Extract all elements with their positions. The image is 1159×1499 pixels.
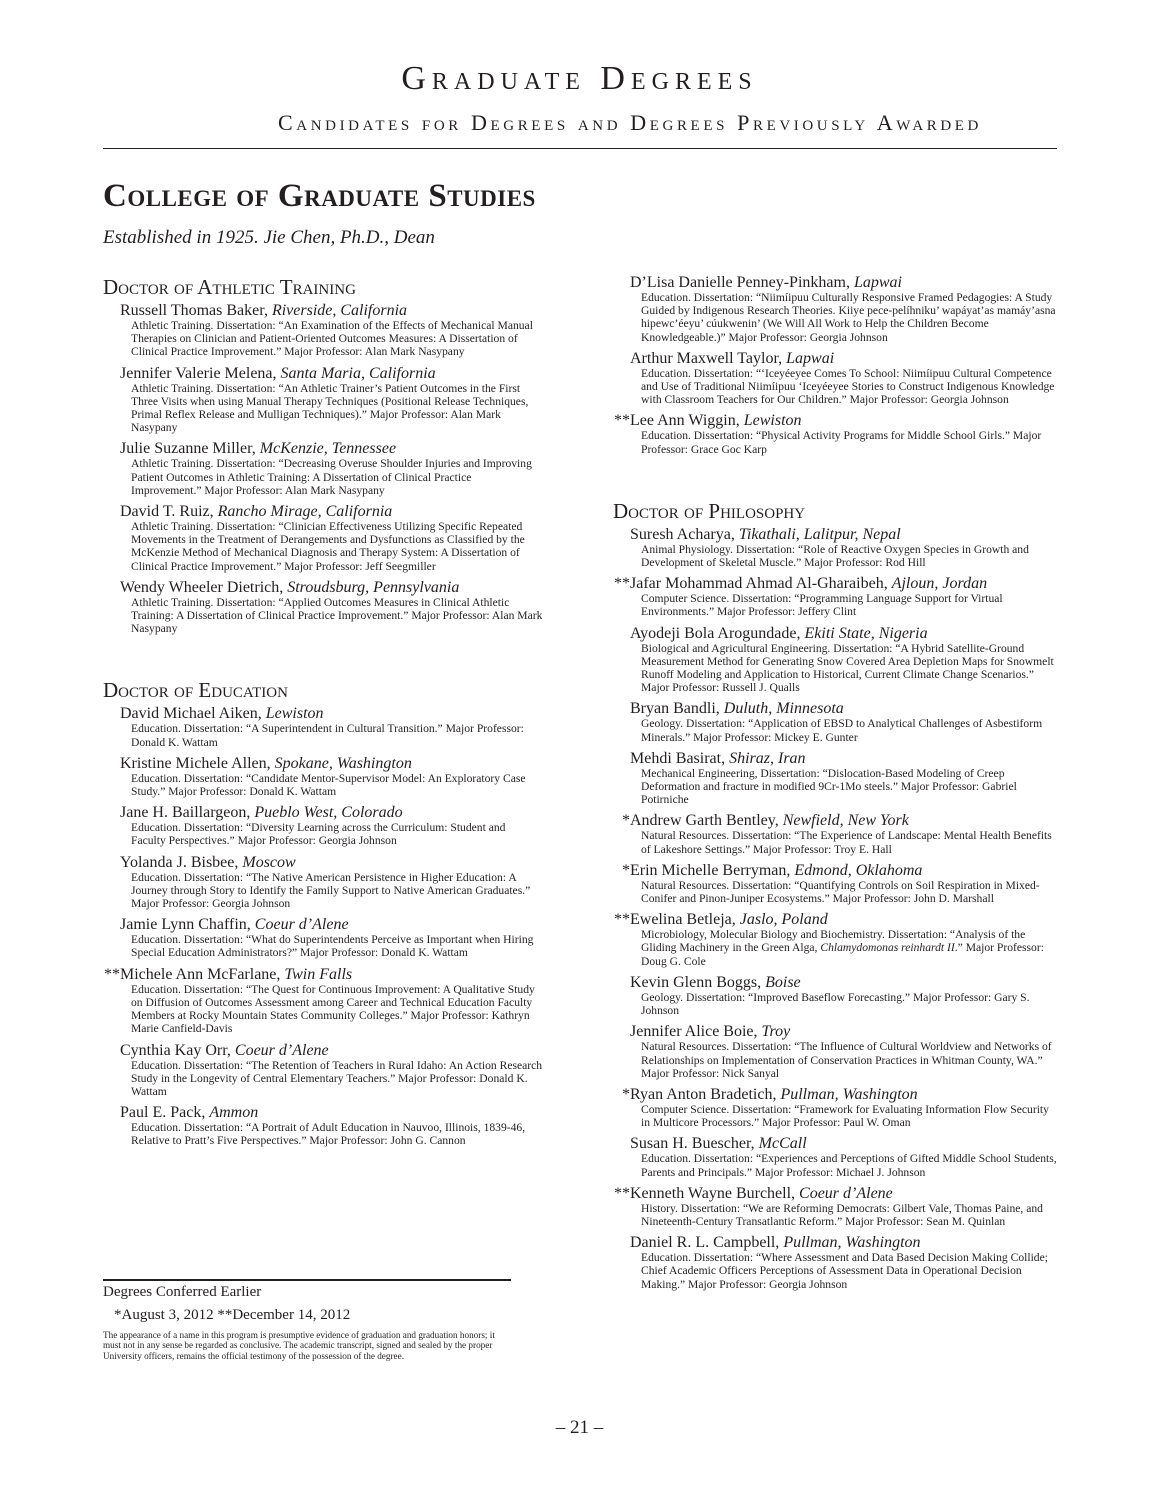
graduate-name-line [630,625,1059,642]
hometown: Spokane, Washington [274,754,412,772]
section-athletic-training [103,274,543,635]
hometown: Pullman, Washington [783,1234,921,1252]
graduate-name: Michele Ann McFarlane, [120,965,281,983]
graduate-name-line [614,412,1059,430]
graduate-name: Paul E. Pack, [120,1104,206,1122]
graduate-name: Lee Ann Wiggin, [630,412,740,430]
graduate-name: Russell Thomas Baker, [120,302,268,319]
dissertation-info: Education. Dissertation: “A Superintendent in Cultural Transition.” Major Professor: Donald K. Wattam [131,722,524,749]
hometown: Ammon [209,1104,259,1122]
graduate-entry [103,804,543,847]
graduate-name: Jafar Mohammad Ahmad Al-Gharaibeh, [630,575,888,593]
hometown: Santa Maria, California [280,364,436,382]
hometown: Lapwai [853,274,902,291]
graduate-name-line [120,365,543,382]
college-established: Established in 1925. Jie Chen, Ph.D., Dean [103,227,435,248]
hometown: Riverside, California [271,302,408,319]
header-divider [103,148,1057,149]
hometown: Lewiston [265,705,324,723]
graduate-entry [613,1185,1059,1228]
degree-list [613,526,1059,1291]
dissertation-info: Athletic Training. Dissertation: “An Examination of the Effects of Mechanical Manual Therapies on Clinician and Patient-Oriented Outcomes Measures: A Dissertation of Clinical Practice Improvement.” Major Professor: Alan Mark Nasypany [131,319,533,359]
hometown: Moscow [242,853,296,871]
conferral-marker: ** [614,412,630,430]
graduate-entry [103,579,543,636]
dissertation-info: Education. Dissertation: “‘Iceyéeyee Comes To School: Niimíipuu Cultural Competence and Use of Traditional Niimíipuu ‘Iceyéeyee Stories to Construct Indigenous Knowledge with Classroom Teachers for Our Children.” Major Professor: Georgia Johnson [641,366,1055,407]
hometown: Coeur d’Alene [254,916,349,934]
graduate-name: Arthur Maxwell Taylor, [630,349,783,367]
graduate-entry [613,911,1059,968]
hometown: Lewiston [743,412,802,430]
graduate-entry [103,966,543,1036]
hometown: Tikathali, Lalitpur, Nepal [738,525,901,543]
hometown: Newfield, New York [782,812,909,830]
hometown: Ajloun, Jordan [891,575,988,593]
dissertation-info: Natural Resources. Dissertation: “The Influence of Cultural Worldview and Networks of Relationships on Implementation of Conservation Practices in Whitman County, WA.” Major Professor: Nick Sanyal [641,1040,1052,1080]
dissertation-info [641,928,1059,968]
conferral-marker: ** [614,911,630,929]
dissertation-info: Education. Dissertation: “Where Assessment and Data Based Decision Making Collide; Chief Academic Officers Perceptions of Assessment Data in Operational Decision Making.” Major Professor: Georgia Johnson [641,1251,1048,1291]
dissertation-info: Athletic Training. Dissertation: “Decreasing Overuse Shoulder Injuries and Improving Patient Outcomes in Athletic Training: A Dissertation of Clinical Practice Improvement.” Major Professor: Alan Mark Nasypany [131,457,532,497]
hometown: McKenzie, Tennessee [259,440,397,458]
graduate-entry [613,862,1059,905]
graduate-name-line [120,440,543,457]
graduate-name: Ryan Anton Bradetich, [630,1085,777,1103]
section-heading: Doctor of Education [103,678,288,703]
conferral-marker: * [622,861,630,879]
graduate-name-line [104,965,543,983]
graduate-name: Andrew Garth Bentley, [630,812,779,830]
graduate-name: Yolanda J. Bisbee, [120,853,239,871]
graduate-name-line [120,1104,543,1121]
species-name: Chlamydomonas reinhardt II [820,941,955,955]
dissertation-info: Education. Dissertation: “Experiences and Perceptions of Gifted Middle School Students, Parents and Principals.” Major Professor: Michael J. Johnson [641,1152,1057,1179]
graduate-entry [103,755,543,798]
conferred-title: Degrees Conferred Earlier [103,1284,262,1300]
graduate-entry [103,440,543,497]
graduate-name-line [120,503,543,520]
graduate-name-line [622,1085,1059,1103]
hometown: McCall [758,1135,807,1153]
dissertation-info: Education. Dissertation: “A Portrait of Adult Education in Nauvoo, Illinois, 1839-46, Relative to Pratt’s Five Perspectives.” Major Professor: John G. Cannon [131,1121,526,1148]
conferral-marker: * [622,1085,630,1103]
graduate-name-line [630,274,1059,291]
graduate-name-line [630,350,1059,367]
graduate-name-line [614,575,1059,593]
graduate-name: Jamie Lynn Chaffin, [120,916,251,934]
section-education [103,677,543,1147]
hometown: Edmond, Oklahoma [794,861,923,879]
graduate-name: Daniel R. L. Campbell, [630,1234,780,1252]
dissertation-info: Geology. Dissertation: “Application of EBSD to Analytical Challenges of Asbestiform Minerals.” Major Professor: Mickey E. Gunter [641,717,1043,744]
graduate-name: Kenneth Wayne Burchell, [630,1184,796,1202]
hometown: Coeur d’Alene [234,1041,329,1059]
graduate-name: David Michael Aiken, [120,705,262,723]
graduate-name-line [622,861,1059,879]
hometown: Duluth, Minnesota [723,700,844,718]
graduate-entry [613,1023,1059,1080]
graduate-entry [103,854,543,911]
hometown: Pueblo West, Colorado [254,804,403,822]
dissertation-info: Geology. Dissertation: “Improved Baseflow Forecasting.” Major Professor: Gary S. Johnson [641,990,1030,1018]
graduate-name-line [120,916,543,933]
graduate-entry [613,274,1059,344]
graduate-entry [613,526,1059,569]
graduate-name: Bryan Bandli, [630,700,720,718]
graduate-entry [103,302,543,359]
graduate-name: Suresh Acharya, [630,525,735,543]
graduate-name-line [120,854,543,871]
dissertation-info: History. Dissertation: “We are Reforming Democrats: Gilbert Vale, Thomas Paine, and Nineteenth-Century Transatlantic Reform.” Major Professor: Sean M. Quinlan [641,1201,1043,1228]
graduate-name: Ewelina Betleja, [630,911,736,929]
graduate-name: Ayodeji Bola Arogundade, [630,624,801,642]
graduate-name-line [630,750,1059,767]
graduate-name: David T. Ruiz, [120,503,214,521]
dissertation-info: Biological and Agricultural Engineering. Dissertation: “A Hybrid Satellite-Ground Measurement Method for Generating Snow Covered Area Depletion Maps for Snowmelt Runoff Modeling and Application to Historical, Current Climate Change Scenarios.” Major Professor: Russell J. Qualls [641,641,1054,695]
degree-list [103,705,543,1147]
dissertation-info: Natural Resources. Dissertation: “The Experience of Landscape: Mental Health Benefits of Lakeshore Settings.” Major Professor: Troy E. Hall [641,829,1052,856]
dissertation-info: Education. Dissertation: “The Retention of Teachers in Rural Idaho: An Action Research Study in the Longevity of Central Elementary Teachers.” Major Professor: Donald K. Wattam [131,1058,543,1098]
college-title: College of Graduate Studies [103,178,536,214]
graduate-entry [613,750,1059,807]
graduate-entry [103,1042,543,1099]
dissertation-info: Education. Dissertation: “Candidate Mentor-Supervisor Model: An Exploratory Case Study.” Major Professor: Donald K. Wattam [131,771,526,799]
graduate-name: Jane H. Baillargeon, [120,804,251,822]
graduate-name-line [630,1234,1059,1251]
graduate-name-line [120,804,543,821]
page-title: Graduate Degrees [401,60,758,97]
graduate-name-line [120,302,543,319]
graduate-name: Susan H. Buescher, [630,1135,755,1153]
graduate-name: Wendy Wheeler Dietrich, [120,578,284,596]
dissertation-info: Education. Dissertation: “Niimíipuu Culturally Responsive Framed Pedagogies: A Study Guided by Indigenous Research Theories. Kiiye pece-pelíhniku’ wapáyat’as mamáy’asna hipewc’éeyu’ cúukwenin’ (We Will All Work to Help the Children Become Knowledgeable.)” Major Professor: Georgia Johnson [641,291,1056,344]
graduate-name: Jennifer Valerie Melena, [120,364,277,382]
section-philosophy [613,498,1059,1291]
graduate-entry [613,412,1059,455]
graduate-name-line [120,579,543,596]
graduate-name: Jennifer Alice Boie, [630,1023,758,1041]
dissertation-info: Athletic Training. Dissertation: “An Athletic Trainer’s Patient Outcomes in the First Three Visits when using Manual Therapy Techniques (Positional Release Techniques, Primal Reflex Release and Mulligan Techniques).” Major Professor: Alan Mark Nasypany [131,381,529,435]
dissertation-info: Athletic Training. Dissertation: “Applied Outcomes Measures in Clinical Athletic Training: A Dissertation of Clinical Practice Improvement.” Major Professor: Alan Mark Nasypany [131,595,543,636]
hometown: Stroudsburg, Pennsylvania [287,578,460,596]
graduate-name: Cynthia Kay Orr, [120,1041,231,1059]
graduate-name: Erin Michelle Berryman, [630,861,791,879]
right-column [613,274,1059,1297]
graduate-entry [613,350,1059,407]
left-column [103,274,543,1154]
graduate-name-line [630,974,1059,991]
graduate-entry [613,700,1059,743]
hometown: Boise [765,973,801,991]
dissertation-info: Animal Physiology. Dissertation: “Role of Reactive Oxygen Species in Growth and Development of Skeletal Muscle.” Major Professor: Rod Hill [641,542,1029,570]
graduate-name-line [614,911,1059,929]
hometown: Ekiti State, Nigeria [804,624,928,642]
dissertation-info: Education. Dissertation: “What do Superintendents Perceive as Important when Hiring Special Education Administrators?” Major Professor: Donald K. Wattam [131,933,534,960]
graduate-name-line [630,700,1059,717]
hometown: Troy [761,1023,791,1041]
graduate-name: Kevin Glenn Boggs, [630,973,762,991]
dissertation-info: Computer Science. Dissertation: “Programming Language Support for Virtual Environments.” Major Professor: Jeffery Clint [641,592,1003,619]
graduate-entry [613,974,1059,1017]
graduate-name-line [120,1042,543,1059]
graduate-name-line [120,755,543,772]
graduate-name-line [120,705,543,722]
graduate-name-line [630,526,1059,543]
conferred-dates: *August 3, 2012 **December 14, 2012 [114,1307,351,1323]
graduate-entry [613,1086,1059,1129]
conferral-marker: ** [104,965,120,983]
conferral-marker: ** [614,575,630,593]
degree-list [613,274,1059,456]
dissertation-info: Computer Science. Dissertation: “Framework for Evaluating Information Flow Security in Multicore Processors.” Major Professor: Paul W. Oman [641,1102,1049,1130]
degree-list [103,302,543,635]
conferral-marker: * [622,812,630,830]
section-heading: Doctor of Athletic Training [103,275,356,299]
footnote-divider [103,1279,511,1281]
dissertation-info: Natural Resources. Dissertation: “Quantifying Controls on Soil Respiration in Mixed-Conifer and Pinon-Juniper Ecosystems.” Major Professor: John D. Marshall [641,878,1040,906]
graduate-entry [103,916,543,959]
graduate-name-line [614,1184,1059,1202]
section-heading: Doctor of Philosophy [613,498,806,523]
hometown: Twin Falls [284,965,353,983]
hometown: Pullman, Washington [780,1085,918,1103]
page-number: – 21 – [555,1417,604,1438]
hometown: Coeur d’Alene [799,1184,893,1202]
graduate-entry [613,812,1059,855]
hometown: Lapwai [786,349,835,367]
graduate-entry [103,1104,543,1147]
dissertation-text: .” Major Professor: Doug G. Cole [641,941,1044,968]
graduate-name: Mehdi Basirat, [630,749,726,767]
graduate-entry [613,625,1059,695]
graduate-entry [613,1135,1059,1178]
graduate-entry [613,1234,1059,1291]
page-subtitle: Candidates for Degrees and Degrees Previously Awarded [278,110,982,135]
dissertation-info: Education. Dissertation: “Physical Activity Programs for Middle School Girls.” Major Professor: Grace Goc Karp [641,429,1042,456]
dissertation-info: Education. Dissertation: “Diversity Learning across the Curriculum: Student and Faculty Perspectives.” Major Professor: Georgia Johnson [131,821,506,848]
graduate-entry [103,503,543,573]
dissertation-info: Mechanical Engineering, Dissertation: “Dislocation-Based Modeling of Creep Deformation and fracture in modified 9Cr-1Mo steels.” Major Professor: Gabriel Potirniche [641,766,1017,807]
graduate-name-line [630,1023,1059,1040]
conferral-marker: ** [614,1184,630,1202]
graduate-name-line [622,812,1059,830]
hometown: Rancho Mirage, California [217,503,393,521]
section-education-continued [613,274,1059,456]
graduate-entry [613,575,1059,618]
dissertation-info: Education. Dissertation: “The Native American Persistence in Higher Education: A Journey through Story to Identify the Family Support to Native American Graduates.” Major Professor: Georgia Johnson [131,870,531,911]
disclaimer: The appearance of a name in this program is presumptive evidence of graduation and graduation honors; it must not in any sense be regarded as conclusive. The academic transcript, signed and sealed by the proper University officers, remains the official testimony of the possession of the degree. [103,1330,495,1361]
hometown: Shiraz, Iran [729,749,806,767]
graduate-name: D’Lisa Danielle Penney-Pinkham, [630,274,850,291]
hometown: Jaslo, Poland [739,911,828,929]
graduate-entry [103,705,543,748]
dissertation-text: Microbiology, Molecular Biology and Biochemistry. Dissertation: “Analysis of the Gliding Machinery in the Green Alga, [641,928,1026,955]
dissertation-info: Athletic Training. Dissertation: “Clinician Effectiveness Utilizing Specific Repeated Movements in the Treatment of Derangements and Dysfunctions as Classified by the McKenzie Method of Mechanical Diagnosis and Therapy System: A Dissertation of Clinical Practice Improvement.” Major Professor: Jeff Seegmiller [131,520,525,573]
dissertation-info: Education. Dissertation: “The Quest for Continuous Improvement: A Qualitative Study on Diffusion of Outcomes Assessment among Career and Technical Education Faculty Members at Rocky Mountain States Community Colleges.” Major Professor: Kathryn Marie Canfield-Davis [131,982,535,1036]
graduate-name-line [630,1135,1059,1152]
graduate-entry [103,365,543,435]
graduate-name: Julie Suzanne Miller, [120,440,256,458]
graduate-name: Kristine Michele Allen, [120,754,271,772]
